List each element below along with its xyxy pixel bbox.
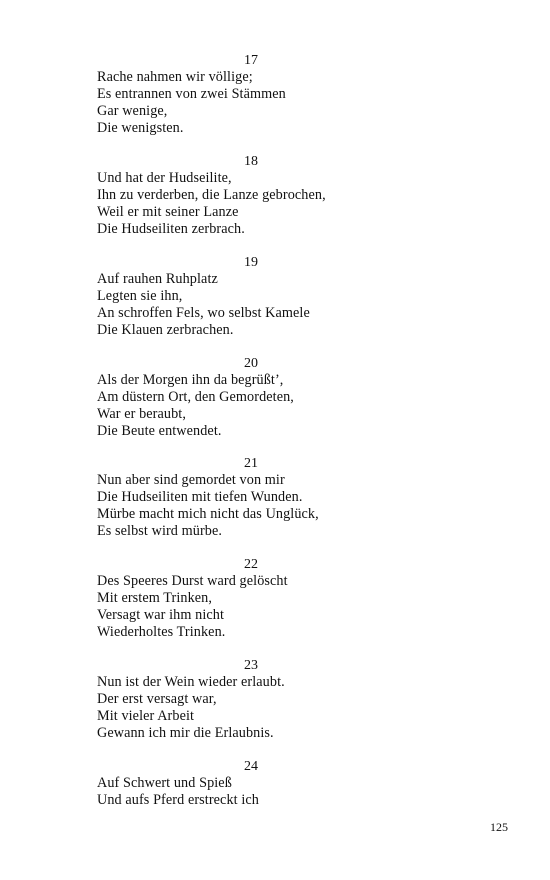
stanza-24 (97, 758, 397, 809)
verse-line: Die Hudseiliten zerbrach. (97, 221, 245, 237)
verse-line: Mürbe macht mich nicht das Unglück, (97, 506, 319, 522)
verse-line: Es selbst wird mürbe. (97, 523, 223, 539)
stanza-number: 21 (244, 456, 258, 471)
verse-line: Mit vieler Arbeit (97, 708, 195, 724)
stanza-19 (97, 254, 397, 339)
verse-line: Wiederholtes Trinken. (97, 624, 226, 640)
page-number: 125 (490, 820, 508, 834)
verse-line: Legten sie ihn, (97, 288, 183, 304)
verse-line: Und hat der Hudseilite, (97, 170, 232, 186)
verse-line: Nun aber sind gemordet von mir (97, 472, 285, 488)
stanza-number: 18 (244, 154, 258, 169)
stanza-20 (97, 355, 397, 440)
verse-line: Am düstern Ort, den Gemordeten, (97, 389, 294, 405)
stanza-number: 17 (244, 53, 258, 68)
verse-line: Die Beute entwendet. (97, 423, 222, 439)
verse-line: Nun ist der Wein wieder erlaubt. (97, 674, 285, 690)
verse-line: Gewann ich mir die Erlaubnis. (97, 725, 274, 741)
stanza-number: 19 (244, 255, 258, 270)
stanza-22 (97, 556, 397, 641)
verse-line: Mit erstem Trinken, (97, 590, 213, 606)
verse-line: Auf Schwert und Spieß (97, 775, 232, 791)
stanza-number: 20 (244, 356, 258, 371)
verse-line: Die wenigsten. (97, 120, 184, 136)
stanza-21 (97, 455, 397, 540)
verse-line: Rache nahmen wir völlige; (97, 69, 253, 85)
verse-line: Der erst versagt war, (97, 691, 217, 707)
stanza-number: 23 (244, 658, 258, 673)
verse-line: Weil er mit seiner Lanze (97, 204, 239, 220)
verse-line: Und aufs Pferd erstreckt ich (97, 792, 259, 808)
verse-line: Die Hudseiliten mit tiefen Wunden. (97, 489, 303, 505)
stanza-18 (97, 153, 397, 238)
stanza-number: 22 (244, 557, 258, 572)
verse-line: War er beraubt, (97, 406, 186, 422)
verse-line: Gar wenige, (97, 103, 168, 119)
verse-line: Es entrannen von zwei Stämmen (97, 86, 286, 102)
verse-line: Auf rauhen Ruhplatz (97, 271, 218, 287)
verse-line: Die Klauen zerbrachen. (97, 322, 234, 338)
stanza-23 (97, 657, 397, 742)
stanza-number: 24 (244, 759, 258, 774)
verse-line: An schroffen Fels, wo selbst Kamele (97, 305, 310, 321)
verse-line: Ihn zu verderben, die Lanze gebrochen, (97, 187, 326, 203)
stanza-17 (97, 52, 397, 137)
verse-line: Als der Morgen ihn da begrüßt’, (97, 372, 284, 388)
verse-line: Des Speeres Durst ward gelöscht (97, 573, 288, 589)
verse-line: Versagt war ihm nicht (97, 607, 224, 623)
